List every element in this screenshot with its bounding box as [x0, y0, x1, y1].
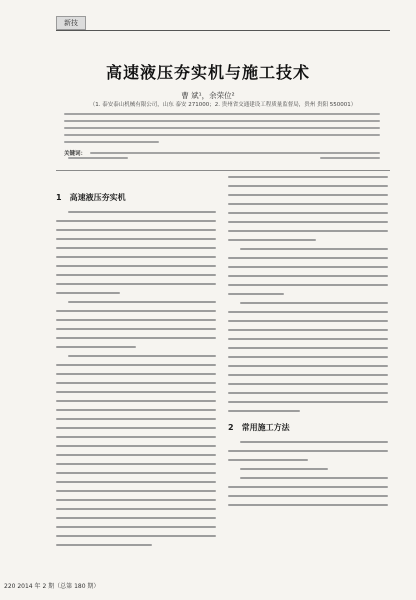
keywords-row	[64, 149, 380, 157]
authors: 曹 斌¹，余荣位²	[181, 91, 235, 100]
paragraph	[228, 176, 388, 241]
left-column	[56, 192, 216, 553]
paragraph	[228, 468, 388, 470]
paragraph	[56, 211, 216, 294]
classification-row	[64, 157, 380, 159]
paper-title: 高速液压夯实机与施工技术	[105, 63, 310, 82]
keywords-label: 关键词：	[64, 151, 87, 157]
paragraph	[228, 248, 388, 295]
page-footer: 220 2014 年 2 期（总第 180 期）	[4, 583, 100, 590]
abstract	[64, 113, 380, 148]
column-tag: 新技	[56, 16, 86, 30]
abstract-rule	[56, 170, 390, 171]
header-rule	[56, 30, 390, 31]
paragraph	[56, 355, 216, 546]
paragraph	[228, 477, 388, 506]
paragraph	[228, 441, 388, 461]
right-column	[228, 176, 388, 513]
section-heading: 1 高速液压夯实机	[56, 193, 126, 202]
section-heading: 2 常用施工方法	[228, 423, 290, 432]
paragraph	[228, 302, 388, 412]
affiliation: （1. 泰安泰山机械有限公司，山东 泰安 271000；2. 贵州省交通建设工程质量监督局，贵州 贵阳 550001）	[89, 102, 357, 108]
paragraph	[56, 301, 216, 348]
